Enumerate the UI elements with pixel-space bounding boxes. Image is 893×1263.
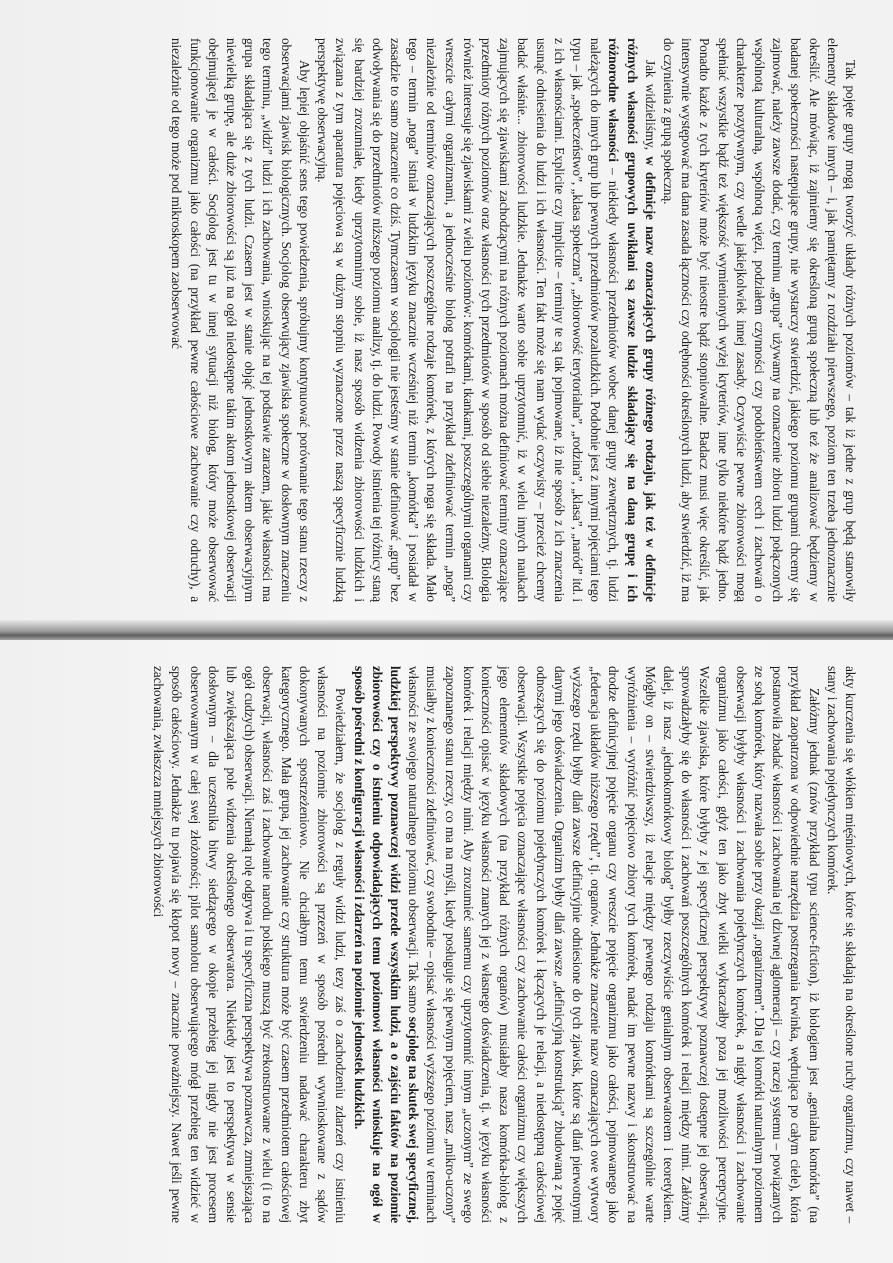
right-paragraph-2-text: Załóżmy jednak (znów przykład typu science-fiction), iż biologiem jest „genialna komórka” (na przykład zaopatrzona w odpowiednie narzędzia postrzegania krwinka, wędrująca po całym ciele), która postanowiła zbadać własności i zachowania tej dziwnej aglomeracji – czy raczej systemu – powiązanych ze sobą komórek, który nazwała sobie przy okazji „organizmem”. Dla tej komórki naturalnym poziomem obserwacji byłyby własności i zachowania pojedynczych komórek, a nigdy własności i zachowanie organizmu jako całości, gdyż ten jako zbyt wielki wykraczałby poza jej możliwości percepcyjne. Wszelkie zjawiska, które byłyby z jej specyficznej perspektywy poznawczej dostępne jej obserwacji, sprowadzałyby się do własności i zachowań poszczególnych komórek i relacji między nimi. Załóżmy dalej, iż nasz „jednokomórkowy biolog” byłby rzeczywiście genialnym obserwatorem i teoretykiem. Mógłby on – stwierdziwszy, iż relacje między pewnego rodzaju komórkami są szczególnie warte wyróżnienia – wyróżnić pojęciowo zbiory tych komórek, nadać im pewne nazwy i skonstruować na drodze definicyjnej pojęcie organu czy wreszcie pojęcie organizmu jako całości, pojmowanego jako „federacja układów niższego rzędu”, tj. organów. Jednakże znaczenie nazw oznaczających owe wytwory wyższego rzędu byłby dlań zawsze definicyjnie odniesione do tych zjawisk, które są dlań pierwotnymi danymi jego doświadczenia. Organizm byłby dlań zawsze „definicyjną konstrukcją” zbudowaną z pojęć odnoszących się do poziomu pojedynczych komórek i łączących je relacji, a niedostępną całościowej obserwacji. Wszystkie pojęcia oznaczające własności czy zachowanie całości organizmu czy większych jego elementów składowych (na przykład różnych organów) musiałaby nasza komórka-biolog z konieczności opisać w języku własności znanych jej z własnego doświadczenia, tj. w języku własności komórek i relacji między nimi. Aby zrozumieć samemu czy uprzytomnić innym „uczonym” ze swego zapoznanego stanu rzeczy, co ma na myśli, kiedy posługuje się pewnym pojęciem, nasz „mikro-uczony” musiałby z konieczności zdefiniować, czy swobodnie – opisać własności wyższego poziomu w terminach własności ze swojego naturalnego poziomu obserwacji. Tak samo <box>406 666 822 1223</box>
right-paragraph-2 <box>349 666 822 1223</box>
left-paragraph-1: Tak pojęte grupy mogą tworzyć układy różnych poziomów – tak iż jedne z grup będą stanowiły elementy składowe innych – i, jak pamiętamy z rozdziału pierwszego, poziom ten trzeba jednoznacznie określić. Ale mówiąc, iż zajmiemy się określoną grupą społeczną lub też że analizować będziemy w badanej społeczności następujące grupy, nie wystarczy stwierdzić, jakiego poziomu grupami chcemy się zajmować, należy zawsze dodać, czy terminu „grupa” używamy na oznaczenie zbioru ludzi połączonych wspólnotą kulturalną, wspólnotą więzi, podziałem czynności czy podobieństwem cech i zachowań o charakterze pozytywnym, czy wedle jakiejkolwiek innej zasady. Oczywiście pewne zbiorowości mogą spełniać wszystkie bądź też większość wymienionych wyżej kryteriów, inne tylko niektóre bądź jedno. Ponadto każde z tych kryteriów może być nieostre bądź stopniowalne. Badacz musi więc określić, jak intensywnie występować ma dana zasada łączności czy odrębności określonych ludzi, aby stwierdzić, iż ma do czynienia z grupą społeczną. <box>660 38 858 602</box>
left-paragraph-2-intro: Jak widzieliśmy, <box>642 60 658 157</box>
left-paragraph-2-bold: w definicje nazw oznaczających grupy różnego rodzaju, jak też w definicje różnych własności grupowych uwikłani są zawsze ludzie składający się na daną grupę i ich różnorodne własności <box>606 38 658 602</box>
left-paragraph-2-rest: – niekiedy własności przedmiotów wobec danej grupy zewnętrznych, tj. ludzi należących do innych grup lub pewnych przedmiotów pozaludzkich. Podobnie jest z innymi pojęciami tego typu – jak „społeczeństwo”, „klasa społeczna”, „zbiorowość terytorialna”, „rodzina”, „klasa”, „naród” itd. i z ich własnościami. Explicite czy implicite – terminy te są tak pojmowane, iż nie sposób z ich znaczenia usunąć odniesienia do ludzi i ich własności. Ten fakt może się nam wydać oczywisty – przecież chcemy badać właśnie... zbiorowości ludzkie. Jednakże warto sobie uprzytomnić, iż w wielu innych naukach zajmujących się zjawiskami zachodzącymi na różnych poziomach można definiować terminy oznaczające przedmioty różnych poziomów oraz własności tych przedmiotów w sposób od siebie niezależny. Biologia również interesuje się zjawiskami z wielu poziomów: komórkami, tkankami, poszczególnymi organami czy wreszcie całymi organizmami, a jednocześnie biolog potrafi na przykład zdefiniować termin „noga” niezależnie od terminów oznaczających poszczególne rodzaje komórek, z których noga się składa. Mało tego – termin „noga” istniał w ludzkim języku znacznie wcześniej niż termin „komórka” i posiadał w zasadzie to samo znaczenie co dziś. Tymczasem w socjologii nie jesteśmy w stanie definiować „grup” bez odwoływania się do przedmiotów niższego poziomu analizy, tj. do ludzi. Powody istnienia tej różnicy staną się bardziej zrozumiałe, kiedy uprzytomnimy sobie, iż nasz sposób widzenia zbiorowości ludzkich i związana z tym aparatura pojęciowa są w dużym stopniu wyznaczone przez naszą specyficznie ludzką perspektywę obserwacyjną. <box>315 38 622 603</box>
left-page <box>0 0 893 628</box>
right-paragraph-2-bold: socjolog na skutek swej specyficznej, ludzkiej perspektywy poznawczej widzi przede wszystkim ludzi, a o zajściu faktów na poziomie zbiorowości czy o istnieniu odpowiadających temu poziomowi własności wnioskuje na ogół w sposób pośredni z konfiguracji własności i zdarzeń na poziomie jednostek ludzkich. <box>351 666 422 1223</box>
left-paragraph-3: Aby lepiej objaśnić sens tego powiedzenia, spróbujmy kontynuować porównanie tego stanu rzeczy z obserwacjami zjawisk biologicznych. Socjolog obserwujący zjawiska społeczne w dosłownym znaczeniu tego terminu, „widzi” ludzi i ich zachowania, wnioskując na tej podstawie zarazem, jakie własności ma grupa składająca się z tych ludzi. Czasem jest w stanie objąć jednostkowym aktem obserwacyjnym niewielką grupę, ale duże zbiorowości są już na ogół niedostępne takim aktom jednostkowej obserwacji obejmującej je w całości. Socjolog jest tu w innej sytuacji niż biolog, który może obserwować funkcjonowanie organizmu jako całości (na przykład pewne całościowe zachowanie czy odruchy), a niezależnie od tego może pod mikroskopem zaobserwować <box>169 38 312 602</box>
left-paragraph-2 <box>313 38 659 602</box>
right-paragraph-3: Powiedziałem, że socjolog z reguły widzi ludzi, tezy zaś o zachodzeniu zdarzeń czy istnieniu własności na poziomie zbiorowości są przezeń w sposób pośredni wywnioskowane z sądów dokonywanych spostrzeżeniowo. Nie chciałbym temu stwierdzeniu nadawać charakteru zbyt kategorycznego. Mała grupa, jej zachowanie czy struktura może być czasem przedmiotem całościowej obserwacji, własności zaś i zachowanie narodu polskiego muszą być zrekonstruowane z wielu (i to na ogół cudzych) obserwacji. Niemałą rolę odgrywa i tu specyficzna perspektywa poznawcza, zmniejszająca lub zwiększająca pole widzenia określonego obserwatora. Niekiedy jest to perspektywa w sensie dosłownym – dla uczestnika bitwy siedzącego w okopie przebieg jej nigdy nie jest procesem obserwowanym w całej swej złożoności; pilot samolotu obserwującego mógł przebieg ten widzieć w sposób całościowy. Jednakże tu pojawia się kłopot nowy – znacznie poważniejszy. Nawet jeśli pewne zachowania, zwłaszcza mniejszych zbiorowości <box>151 666 349 1223</box>
right-page <box>0 640 893 1263</box>
right-paragraph-1: akty kurczenia się włókien mięśniowych, które się składają na określone ruchy organizmu, czy nawet – stany i zachowania pojedynczych komórek. <box>824 666 858 1223</box>
